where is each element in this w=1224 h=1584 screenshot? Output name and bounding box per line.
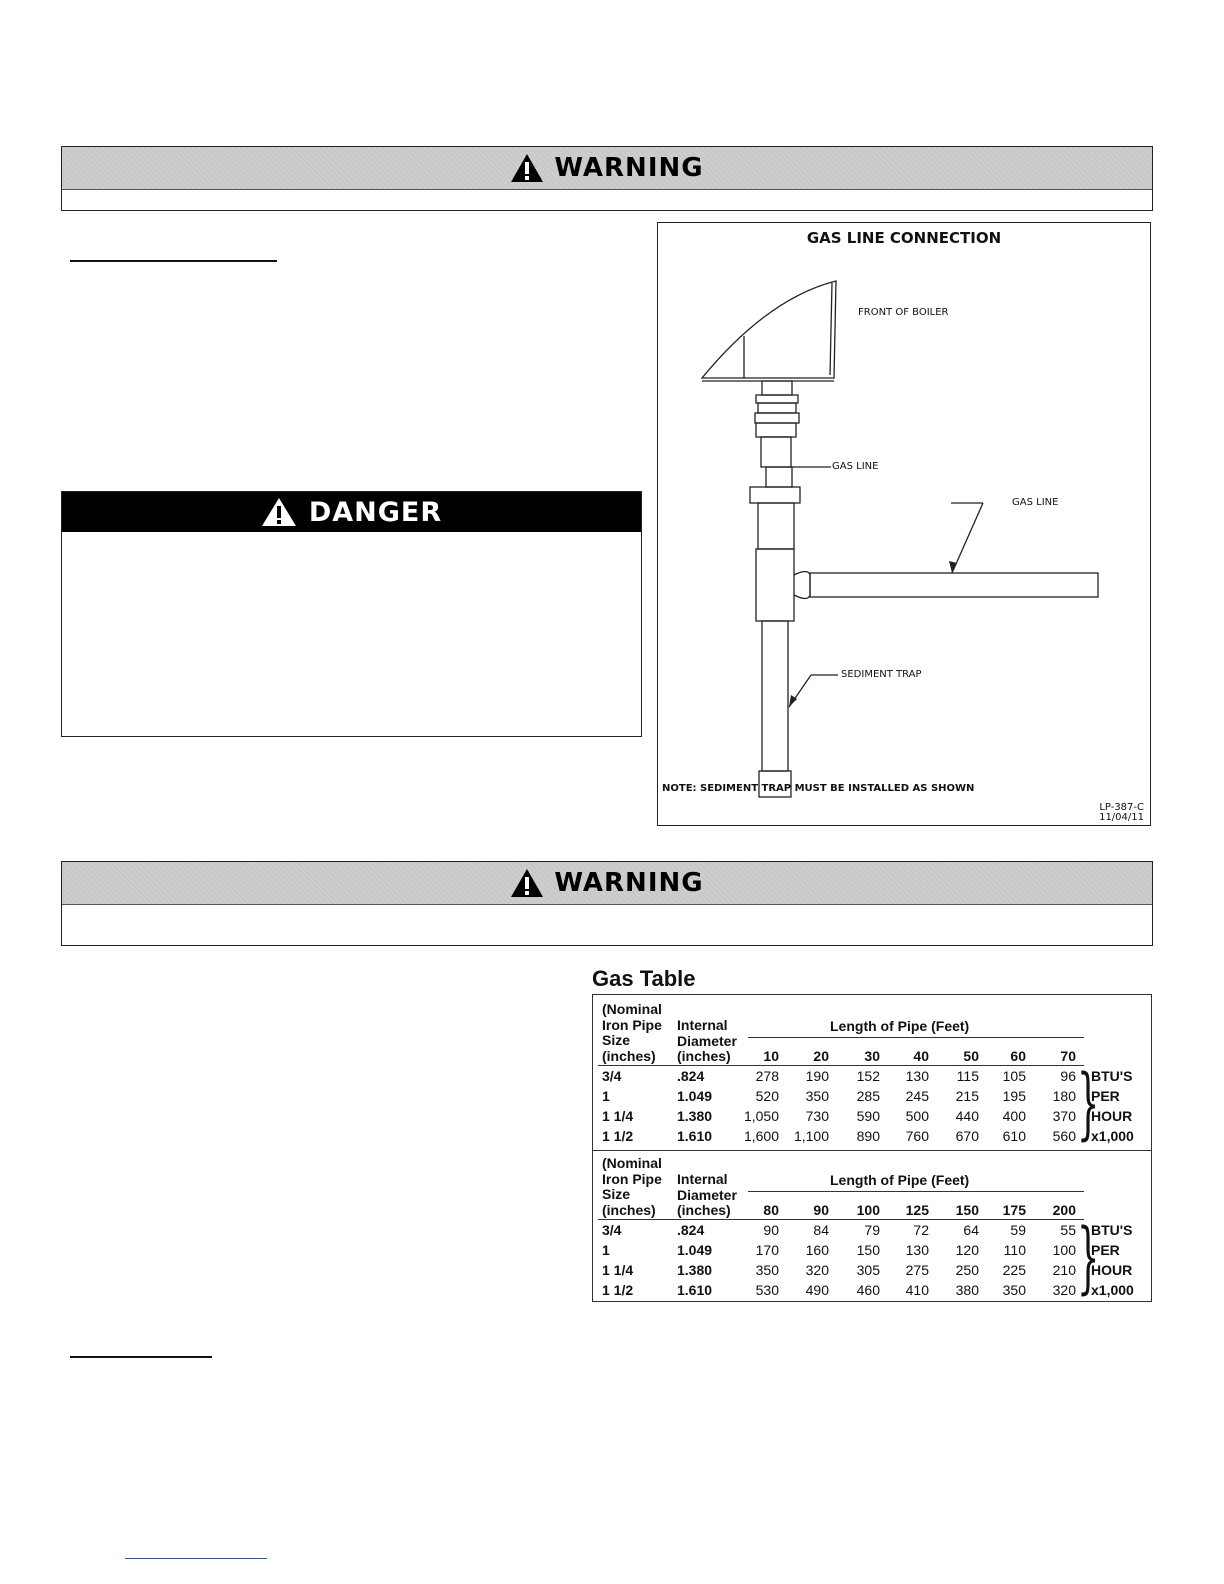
- row-size-cell: 1 1/2: [602, 1128, 634, 1144]
- row-size-cell: 3/4: [602, 1222, 622, 1238]
- table-cell: 195: [1002, 1088, 1026, 1104]
- length-header-cell: 10: [763, 1048, 779, 1064]
- table-cell: 1,600: [743, 1128, 779, 1144]
- table-cell: 110: [1003, 1242, 1026, 1258]
- brace-icon: }: [1077, 1059, 1100, 1149]
- table-cell: 96: [1060, 1068, 1076, 1084]
- length-header-cell: 20: [813, 1048, 829, 1064]
- brace-icon: }: [1077, 1213, 1100, 1303]
- table-cell: 380: [955, 1282, 979, 1298]
- table-cell: 590: [856, 1108, 880, 1124]
- table-cell: 160: [805, 1242, 829, 1258]
- table-cell: 440: [955, 1108, 979, 1124]
- label-gas-line-1: GAS LINE: [832, 461, 879, 472]
- table-cell: 410: [905, 1282, 929, 1298]
- header-length-label: Length of Pipe (Feet): [830, 1172, 970, 1188]
- table-cell: 890: [856, 1128, 880, 1144]
- row-size-cell: 1 1/4: [602, 1108, 634, 1124]
- table-cell: 152: [856, 1068, 880, 1084]
- warning-header: [62, 862, 1152, 905]
- table-cell: 350: [1002, 1282, 1026, 1298]
- warning-title: WARNING: [554, 868, 704, 898]
- table-cell: 275: [905, 1262, 929, 1278]
- length-header-cell: 70: [1060, 1048, 1076, 1064]
- row-size-cell: 3/4: [602, 1068, 622, 1084]
- table-cell: 670: [955, 1128, 979, 1144]
- row-diameter-cell: .824: [677, 1068, 705, 1084]
- header-diameter-line: Internal: [677, 1171, 728, 1187]
- length-header-cell: 100: [856, 1202, 880, 1218]
- row-diameter-cell: .824: [677, 1222, 705, 1238]
- length-header-cell: 60: [1010, 1048, 1026, 1064]
- header-underline: [748, 1037, 1084, 1038]
- table-cell: 120: [955, 1242, 979, 1258]
- gas-table-title: Gas Table: [592, 966, 696, 991]
- warning-header: [62, 147, 1152, 190]
- table-cell: 180: [1052, 1088, 1076, 1104]
- table-cell: 610: [1002, 1128, 1026, 1144]
- row-diameter-cell: 1.049: [677, 1242, 713, 1258]
- header-underline: [748, 1191, 1084, 1192]
- row-size-cell: 1 1/2: [602, 1282, 634, 1298]
- header-rule: [598, 1219, 1084, 1220]
- section-divider: [593, 1150, 1151, 1151]
- length-header-cell: 90: [813, 1202, 829, 1218]
- table-cell: 190: [805, 1068, 829, 1084]
- table-cell: 278: [755, 1068, 779, 1084]
- table-cell: 225: [1002, 1262, 1026, 1278]
- table-cell: 520: [755, 1088, 779, 1104]
- header-size-line: Iron Pipe: [602, 1016, 662, 1033]
- table-cell: 115: [956, 1068, 979, 1084]
- unit-label: HOUR: [1091, 1262, 1133, 1278]
- header-size-line: (inches): [602, 1047, 656, 1064]
- table-cell: 730: [805, 1108, 829, 1124]
- warning-box-middle: [61, 861, 1153, 946]
- header-size-line: Size: [602, 1032, 631, 1048]
- label-gas-line-2: GAS LINE: [1012, 497, 1059, 508]
- table-cell: 530: [755, 1282, 779, 1298]
- row-diameter-cell: 1.610: [677, 1128, 713, 1144]
- table-cell: 130: [905, 1242, 929, 1258]
- table-cell: 210: [1052, 1262, 1076, 1278]
- table-cell: 320: [805, 1262, 829, 1278]
- row-diameter-cell: 1.049: [677, 1088, 713, 1104]
- table-cell: 1,100: [793, 1128, 829, 1144]
- table-cell: 64: [963, 1222, 979, 1238]
- table-cell: 285: [856, 1088, 880, 1104]
- warning-triangle-icon: [510, 868, 544, 898]
- danger-title: DANGER: [308, 496, 443, 528]
- label-sediment-trap: SEDIMENT TRAP: [841, 669, 922, 680]
- table-cell: 215: [955, 1088, 979, 1104]
- table-cell: 100: [1052, 1242, 1076, 1258]
- length-header-cell: 150: [955, 1202, 979, 1218]
- table-cell: 170: [755, 1242, 779, 1258]
- unit-label: x1,000: [1091, 1282, 1134, 1298]
- danger-triangle-icon: [261, 497, 297, 527]
- table-cell: 560: [1052, 1128, 1076, 1144]
- header-size-line: Size: [602, 1186, 631, 1202]
- table-cell: 350: [755, 1262, 779, 1278]
- header-diameter-line: (inches): [677, 1202, 731, 1218]
- danger-box: [61, 491, 642, 737]
- unit-label: x1,000: [1091, 1128, 1134, 1144]
- table-cell: 400: [1002, 1108, 1026, 1124]
- length-header-cell: 80: [763, 1202, 779, 1218]
- table-cell: 350: [805, 1088, 829, 1104]
- figure-title: GAS LINE CONNECTION: [806, 229, 1002, 247]
- table-cell: 90: [763, 1222, 779, 1238]
- warning-triangle-icon: [510, 153, 544, 183]
- unit-label: PER: [1091, 1088, 1120, 1104]
- table-cell: 1,050: [743, 1108, 779, 1124]
- table-cell: 84: [813, 1222, 829, 1238]
- table-cell: 490: [805, 1282, 829, 1298]
- table-cell: 320: [1052, 1282, 1076, 1298]
- figure-code-date: 11/04/11: [1099, 812, 1144, 823]
- unit-label: BTU'S: [1091, 1222, 1133, 1238]
- header-diameter-line: Internal: [677, 1017, 728, 1033]
- figure-note: NOTE: SEDIMENT TRAP MUST BE INSTALLED AS SHOWN: [662, 783, 975, 794]
- warning-box-top: [61, 146, 1153, 211]
- table-cell: 150: [856, 1242, 880, 1258]
- table-cell: 79: [864, 1222, 880, 1238]
- header-length-label: Length of Pipe (Feet): [830, 1018, 970, 1034]
- length-header-cell: 50: [963, 1048, 979, 1064]
- length-header-cell: 175: [1002, 1202, 1026, 1218]
- table-cell: 59: [1010, 1222, 1026, 1238]
- header-size-line: (Nominal: [602, 1155, 662, 1171]
- label-front-of-boiler: FRONT OF BOILER: [858, 307, 949, 318]
- table-cell: 55: [1060, 1222, 1076, 1238]
- figure-code: [1099, 803, 1144, 823]
- table-cell: 500: [905, 1108, 929, 1124]
- table-cell: 130: [905, 1068, 929, 1084]
- row-diameter-cell: 1.380: [677, 1108, 713, 1124]
- row-diameter-cell: 1.380: [677, 1262, 713, 1278]
- gas-table: [592, 994, 1152, 1302]
- header-rule: [598, 1065, 1084, 1066]
- row-size-cell: 1: [602, 1242, 610, 1258]
- header-diameter-line: Diameter: [677, 1032, 737, 1049]
- row-size-cell: 1: [602, 1088, 610, 1104]
- header-size-line: Iron Pipe: [602, 1170, 662, 1187]
- length-header-cell: 200: [1052, 1202, 1076, 1218]
- header-size-line: (inches): [602, 1201, 656, 1218]
- table-cell: 305: [856, 1262, 880, 1278]
- header-size-line: (Nominal: [602, 1001, 662, 1017]
- gas-line-connection-figure: [657, 222, 1151, 826]
- unit-label: PER: [1091, 1242, 1120, 1258]
- table-cell: 105: [1002, 1068, 1026, 1084]
- length-header-cell: 40: [913, 1048, 929, 1064]
- table-cell: 460: [856, 1282, 880, 1298]
- figure-code-id: LP-387-C: [1099, 802, 1144, 813]
- section-heading-underline: [70, 260, 277, 262]
- link-underline[interactable]: [125, 1558, 267, 1559]
- length-header-cell: 125: [905, 1202, 929, 1218]
- section-heading-underline-2: [70, 1356, 212, 1358]
- length-header-cell: 30: [864, 1048, 880, 1064]
- table-cell: 250: [955, 1262, 979, 1278]
- table-cell: 760: [905, 1128, 929, 1144]
- warning-title: WARNING: [554, 153, 704, 183]
- row-diameter-cell: 1.610: [677, 1282, 713, 1298]
- unit-label: BTU'S: [1091, 1068, 1133, 1084]
- boiler-front-shape: [702, 281, 836, 378]
- table-cell: 245: [905, 1088, 929, 1104]
- header-diameter-line: Diameter: [677, 1186, 737, 1203]
- danger-header: [62, 492, 641, 532]
- row-size-cell: 1 1/4: [602, 1262, 634, 1278]
- unit-label: HOUR: [1091, 1108, 1133, 1124]
- table-cell: 72: [913, 1222, 929, 1238]
- table-cell: 370: [1052, 1108, 1076, 1124]
- header-diameter-line: (inches): [677, 1048, 731, 1064]
